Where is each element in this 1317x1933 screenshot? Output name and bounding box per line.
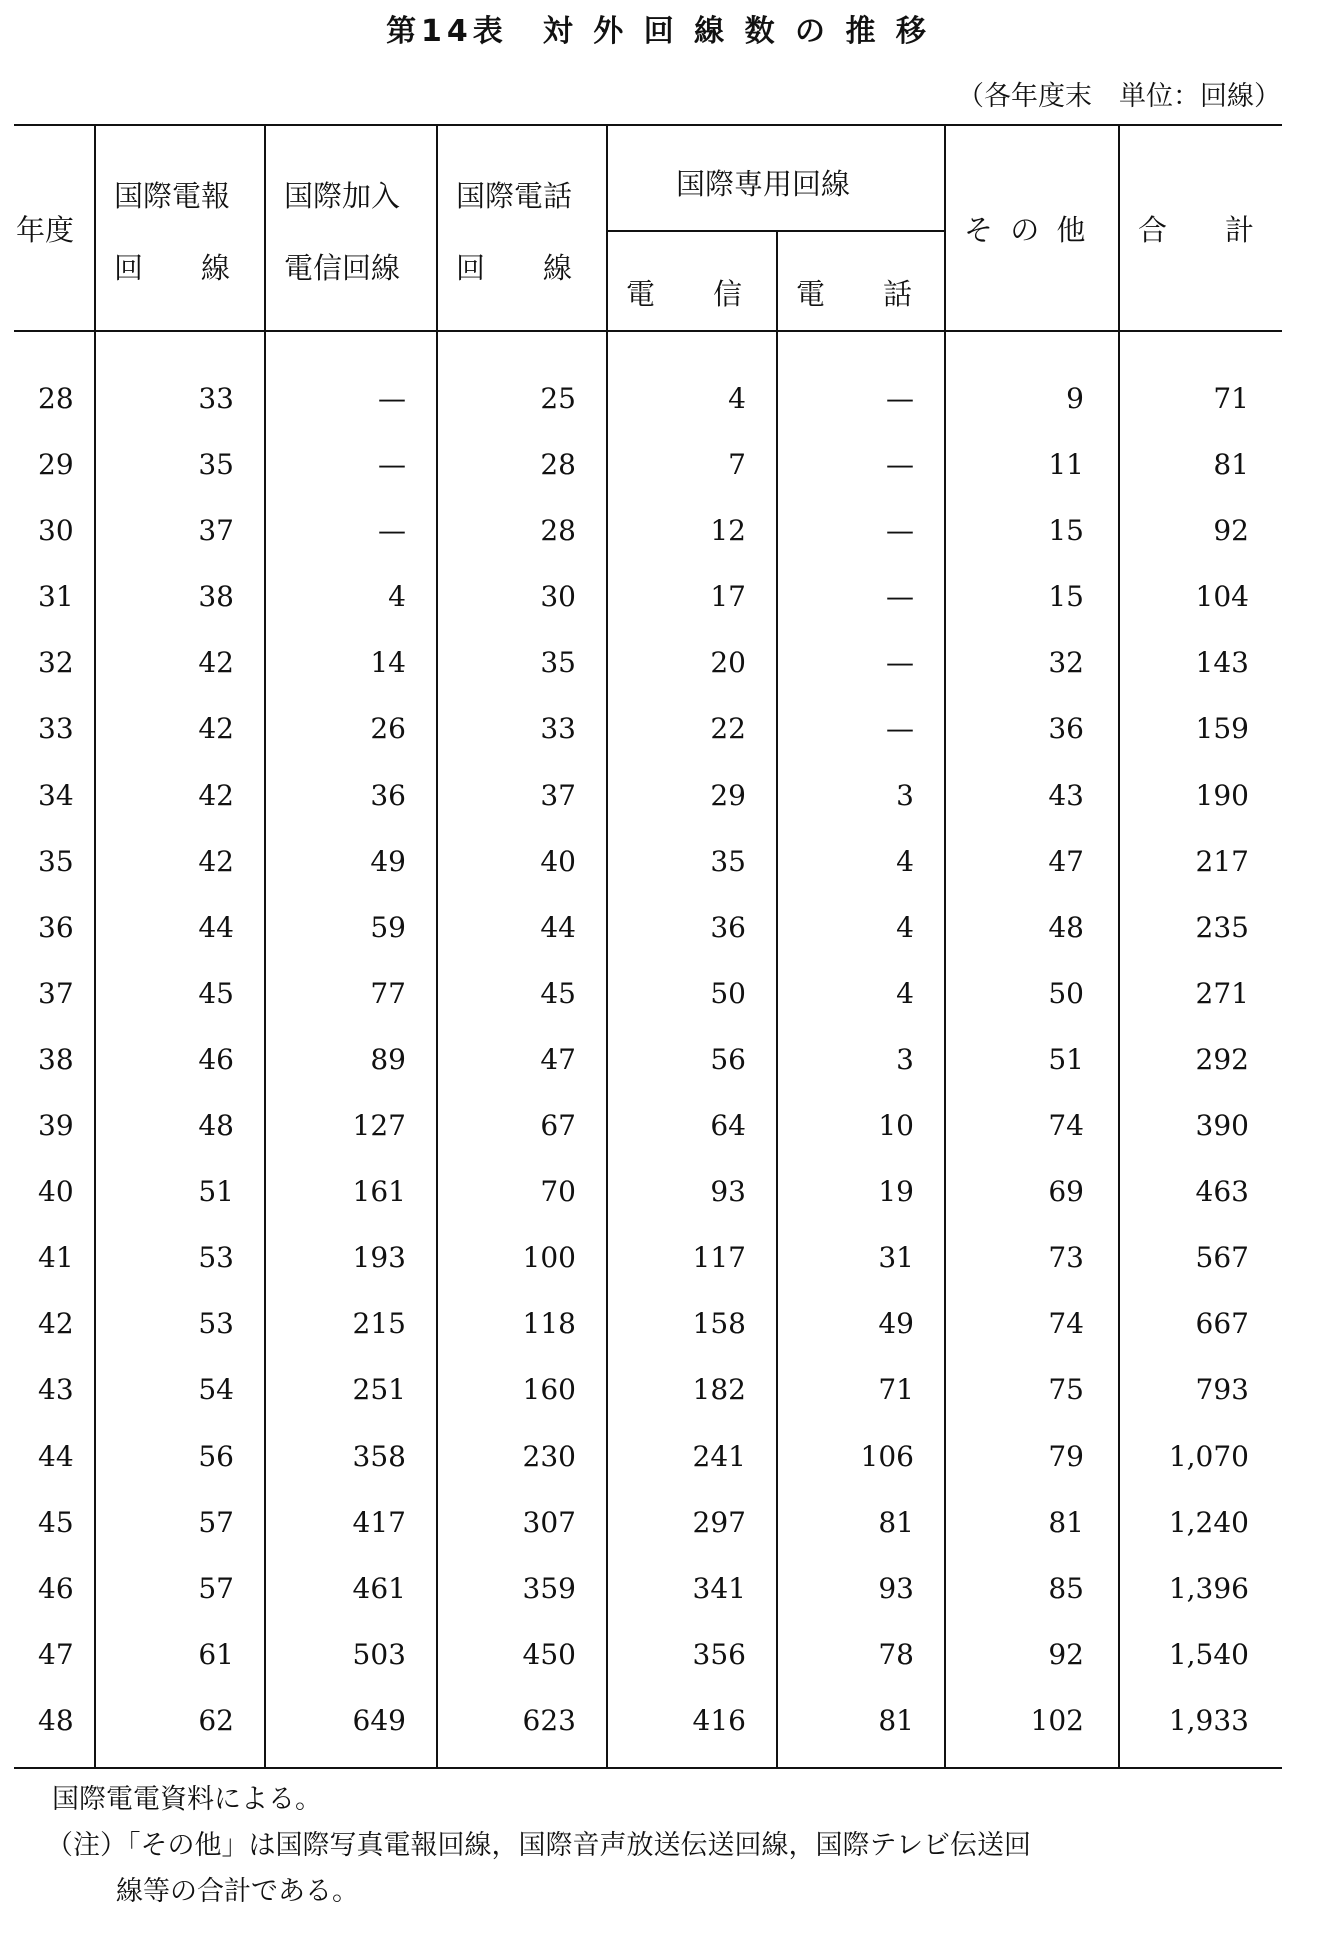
cell-phone: 307 [522,1505,576,1539]
cell-phone: 33 [540,712,576,746]
cell-leased-phone: 78 [878,1637,914,1671]
cell-phone: 70 [540,1175,576,1209]
cell-leased-telegraph: 29 [710,778,746,812]
cell-total: 667 [1195,1307,1249,1341]
cell-phone: 45 [540,976,576,1010]
table-body [14,366,1282,1754]
cell-total: 159 [1195,712,1249,746]
note-2: 線等の合計である。 [116,1876,359,1907]
table-row [14,1424,1282,1490]
header-leased-phone: 電 話 [796,277,913,311]
cell-leased-phone: 19 [878,1175,914,1209]
cell-leased-phone: — [886,382,914,415]
cell-leased-phone: 93 [878,1571,914,1605]
table-row [14,1556,1282,1622]
cell-telegraph: 57 [198,1505,234,1539]
cell-telegraph: 35 [198,448,234,482]
cell-leased-phone: 4 [896,844,914,878]
cell-leased-telegraph: 356 [692,1637,746,1671]
cell-other: 15 [1048,514,1084,548]
cell-leased-telegraph: 416 [692,1703,746,1737]
cell-other: 36 [1048,712,1084,746]
cell-phone: 40 [540,844,576,878]
cell-phone: 623 [522,1703,576,1737]
cell-telex: 358 [352,1439,406,1473]
cell-telex: 127 [352,1109,406,1143]
cell-leased-telegraph: 12 [710,514,746,548]
table-row [14,895,1282,961]
cell-year: 42 [38,1307,74,1341]
cell-phone: 118 [522,1307,576,1341]
cell-phone: 28 [540,514,576,548]
data-table [14,124,1282,1767]
cell-year: 38 [38,1042,74,1076]
table-bottom-rule [14,1767,1282,1769]
cell-leased-phone: 31 [878,1241,914,1275]
cell-telex: — [378,382,406,415]
cell-telegraph: 57 [198,1571,234,1605]
cell-other: 92 [1048,1637,1084,1671]
cell-telex: 503 [352,1637,406,1671]
unit-note: （各年度末 単位：回線） [957,81,1281,112]
cell-leased-phone: 81 [878,1505,914,1539]
cell-telex: 36 [370,778,406,812]
cell-phone: 160 [522,1373,576,1407]
cell-phone: 230 [522,1439,576,1473]
cell-telegraph: 42 [198,712,234,746]
cell-total: 104 [1195,580,1249,614]
cell-phone: 67 [540,1109,576,1143]
cell-telegraph: 54 [198,1373,234,1407]
cell-telex: 215 [352,1307,406,1341]
cell-year: 43 [38,1373,74,1407]
cell-leased-telegraph: 341 [692,1571,746,1605]
cell-leased-phone: — [886,646,914,680]
cell-leased-telegraph: 297 [692,1505,746,1539]
cell-telegraph: 33 [198,382,234,415]
note-1: （注）「その他」は国際写真電報回線，国際音声放送伝送回線，国際テレビ伝送回 [46,1830,1031,1861]
cell-total: 71 [1213,382,1249,415]
table-row [14,1357,1282,1423]
table-row [14,564,1282,630]
cell-total: 271 [1195,976,1249,1010]
cell-telegraph: 46 [198,1042,234,1076]
cell-leased-telegraph: 35 [710,844,746,878]
cell-other: 74 [1048,1109,1084,1143]
cell-leased-phone: 106 [860,1439,914,1473]
cell-telex: 59 [370,910,406,944]
header-leased-telegraph: 電 信 [626,277,743,311]
cell-leased-telegraph: 158 [692,1307,746,1341]
cell-telex: 161 [352,1175,406,1209]
cell-other: 102 [1030,1703,1084,1737]
cell-leased-phone: — [886,448,914,482]
header-telegraph-line1: 国際電報 [114,179,231,213]
cell-phone: 44 [540,910,576,944]
cell-telegraph: 61 [198,1637,234,1671]
cell-telegraph: 53 [198,1307,234,1341]
table-row [14,1291,1282,1357]
cell-year: 41 [38,1241,74,1275]
cell-leased-telegraph: 64 [710,1109,746,1143]
cell-telegraph: 62 [198,1703,234,1737]
cell-telex: 461 [352,1571,406,1605]
cell-year: 47 [38,1637,74,1671]
header-other: そ の 他 [964,213,1090,247]
cell-total: 92 [1213,514,1249,548]
cell-leased-phone: 10 [878,1109,914,1143]
cell-other: 75 [1048,1373,1084,1407]
cell-phone: 100 [522,1241,576,1275]
footnotes [46,1777,1031,1915]
cell-other: 50 [1048,976,1084,1010]
table-row [14,366,1282,432]
cell-telegraph: 53 [198,1241,234,1275]
cell-year: 46 [38,1571,74,1605]
cell-leased-phone: — [886,514,914,548]
cell-total: 390 [1195,1109,1249,1143]
cell-year: 30 [38,514,74,548]
cell-total: 217 [1195,844,1249,878]
cell-phone: 35 [540,646,576,680]
cell-phone: 28 [540,448,576,482]
cell-telegraph: 56 [198,1439,234,1473]
cell-leased-phone: 81 [878,1703,914,1737]
table-row [14,763,1282,829]
cell-year: 31 [38,580,74,614]
cell-phone: 359 [522,1571,576,1605]
cell-leased-telegraph: 17 [710,580,746,614]
cell-other: 74 [1048,1307,1084,1341]
cell-year: 34 [38,778,74,812]
cell-other: 81 [1048,1505,1084,1539]
cell-year: 29 [38,448,74,482]
cell-leased-telegraph: 4 [728,382,746,415]
cell-leased-phone: — [886,580,914,614]
cell-year: 44 [38,1439,74,1473]
cell-total: 463 [1195,1175,1249,1209]
cell-year: 48 [38,1703,74,1737]
cell-telex: 26 [370,712,406,746]
cell-leased-telegraph: 50 [710,976,746,1010]
table-row [14,1622,1282,1688]
cell-leased-phone: 4 [896,910,914,944]
cell-year: 40 [38,1175,74,1209]
cell-total: 190 [1195,778,1249,812]
table-row [14,630,1282,696]
cell-total: 81 [1213,448,1249,482]
header-phone-line2: 回 線 [456,251,573,285]
cell-telegraph: 38 [198,580,234,614]
cell-total: 292 [1195,1042,1249,1076]
cell-phone: 30 [540,580,576,614]
cell-year: 37 [38,976,74,1010]
cell-telegraph: 42 [198,844,234,878]
cell-leased-telegraph: 22 [710,712,746,746]
cell-phone: 37 [540,778,576,812]
table-row [14,1093,1282,1159]
cell-telegraph: 45 [198,976,234,1010]
cell-telegraph: 37 [198,514,234,548]
cell-telex: 193 [352,1241,406,1275]
cell-leased-telegraph: 241 [692,1439,746,1473]
cell-telegraph: 42 [198,646,234,680]
cell-total: 235 [1195,910,1249,944]
header-telex-line1: 国際加入 [284,179,401,213]
cell-total: 1,240 [1168,1505,1249,1539]
cell-year: 32 [38,646,74,680]
cell-total: 793 [1195,1373,1249,1407]
cell-phone: 25 [540,382,576,415]
table-row [14,432,1282,498]
cell-telegraph: 42 [198,778,234,812]
cell-other: 9 [1066,382,1084,415]
cell-year: 35 [38,844,74,878]
cell-other: 43 [1048,778,1084,812]
cell-telegraph: 51 [198,1175,234,1209]
cell-leased-telegraph: 56 [710,1042,746,1076]
cell-telex: 14 [370,646,406,680]
cell-total: 143 [1195,646,1249,680]
source-note: 国際電電資料による。 [52,1784,322,1815]
cell-total: 567 [1195,1241,1249,1275]
cell-telex: 77 [370,976,406,1010]
cell-telex: 49 [370,844,406,878]
cell-telex: 89 [370,1042,406,1076]
cell-other: 69 [1048,1175,1084,1209]
cell-other: 32 [1048,646,1084,680]
cell-other: 73 [1048,1241,1084,1275]
cell-phone: 47 [540,1042,576,1076]
header-total: 合 計 [1138,213,1255,247]
cell-other: 47 [1048,844,1084,878]
table-row [14,829,1282,895]
header-phone-line1: 国際電話 [456,179,573,213]
cell-other: 79 [1048,1439,1084,1473]
cell-leased-telegraph: 20 [710,646,746,680]
table-title: 第14表 対 外 回 線 数 の 推 移 [386,14,931,49]
cell-leased-phone: 71 [878,1373,914,1407]
cell-telex: — [378,514,406,548]
header-leased: 国際専用回線 [676,167,851,201]
cell-leased-phone: 3 [896,778,914,812]
cell-other: 51 [1048,1042,1084,1076]
cell-leased-phone: — [886,712,914,746]
cell-telegraph: 44 [198,910,234,944]
cell-other: 15 [1048,580,1084,614]
cell-leased-telegraph: 7 [728,448,746,482]
table-row [14,1159,1282,1225]
table-row [14,961,1282,1027]
cell-leased-phone: 3 [896,1042,914,1076]
leased-header-rule [606,230,944,232]
cell-leased-telegraph: 36 [710,910,746,944]
cell-year: 45 [38,1505,74,1539]
cell-other: 85 [1048,1571,1084,1605]
cell-year: 39 [38,1109,74,1143]
cell-telex: 4 [388,580,406,614]
cell-total: 1,070 [1168,1439,1249,1473]
table-row [14,1490,1282,1556]
table-top-rule [14,124,1282,126]
cell-telex: — [378,448,406,482]
cell-leased-telegraph: 93 [710,1175,746,1209]
cell-telex: 649 [352,1703,406,1737]
cell-year: 36 [38,910,74,944]
cell-total: 1,396 [1168,1571,1249,1605]
cell-total: 1,933 [1168,1703,1249,1737]
cell-leased-phone: 49 [878,1307,914,1341]
cell-telegraph: 48 [198,1109,234,1143]
header-year: 年度 [16,213,75,247]
cell-phone: 450 [522,1637,576,1671]
cell-total: 1,540 [1168,1637,1249,1671]
table-row [14,1225,1282,1291]
cell-leased-phone: 4 [896,976,914,1010]
header-telex-line2: 電信回線 [284,251,401,285]
table-row [14,696,1282,762]
cell-telex: 251 [352,1373,406,1407]
cell-year: 33 [38,712,74,746]
header-telegraph-line2: 回 線 [114,251,231,285]
table-row [14,498,1282,564]
table-row [14,1027,1282,1093]
cell-other: 11 [1048,448,1084,482]
cell-telex: 417 [352,1505,406,1539]
cell-other: 48 [1048,910,1084,944]
cell-year: 28 [38,382,74,415]
cell-leased-telegraph: 182 [692,1373,746,1407]
header-bottom-rule [14,330,1282,332]
cell-leased-telegraph: 117 [692,1241,746,1275]
table-row [14,1688,1282,1754]
